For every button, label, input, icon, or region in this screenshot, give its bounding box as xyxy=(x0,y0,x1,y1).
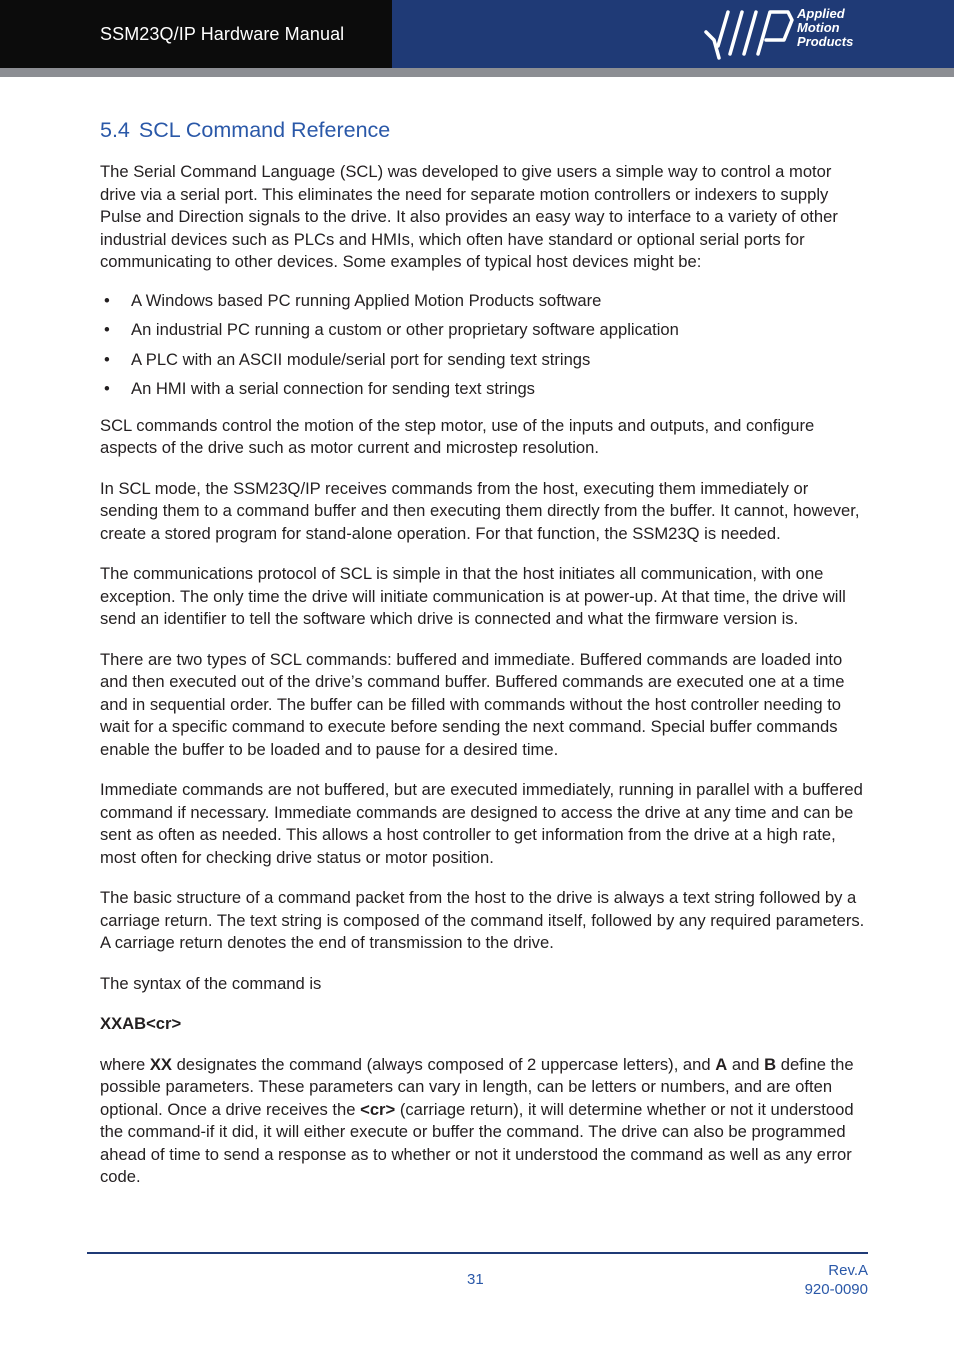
where-text-5: (carriage return), it will determine whether or not it understood the command-if it did, it will either execute or buffer the command. The drive can also be programmed ahead of time to send a response as to whether or not it understood the command as well as any error code. xyxy=(100,1099,854,1186)
logo-line-1: Applied xyxy=(797,6,845,21)
syntax-explanation-paragraph xyxy=(100,1054,868,1189)
where-bold-cr: <cr> xyxy=(360,1099,396,1119)
immediate-commands-paragraph: Immediate commands are not buffered, but are executed immediately, running in parallel with a buffered command if necessary. Immediate commands are designed to access the drive at any time and can be sent as often as needed. This allows a host controller to get information from the drive at a high rate, most often for checking drive status or motor position. xyxy=(100,780,863,867)
document-title: SSM23Q/IP Hardware Manual xyxy=(100,24,345,44)
list-item-text: A PLC with an ASCII module/serial port for sending text strings xyxy=(131,349,591,369)
page-content xyxy=(100,116,868,1207)
where-text-1: where xyxy=(100,1054,150,1074)
bullet-icon: • xyxy=(104,379,110,398)
list-item-text: An HMI with a serial connection for sending text strings xyxy=(131,379,535,398)
logo-line-2: Motion xyxy=(797,20,840,35)
footer-divider xyxy=(87,1252,868,1254)
where-text-3: and xyxy=(727,1054,765,1074)
logo-mark-icon xyxy=(704,6,796,62)
list-item-text: A Windows based PC running Applied Motion Products software xyxy=(131,290,602,310)
host-devices-list xyxy=(100,290,868,401)
intro-paragraph: The Serial Command Language (SCL) was developed to give users a simple way to control a motor drive via a serial port. This eliminates the need for separate motion controllers or indexers to supply Pulse and Direction signals to the drive. It also provides an easy way to interface to a variety of other industrial devices such as PLCs and HMIs, which often have standard or optional serial ports for communicating to other devices. Some examples of typical host devices might be: xyxy=(100,162,838,271)
list-item xyxy=(100,378,868,401)
revision-label: Rev.A xyxy=(828,1262,868,1279)
where-text-2: designates the command (always composed of 2 uppercase letters), and xyxy=(171,1054,716,1074)
revision-info xyxy=(805,1261,868,1299)
syntax-intro-paragraph: The syntax of the command is xyxy=(100,973,322,993)
bullet-icon: • xyxy=(104,320,110,339)
where-bold-b: B xyxy=(764,1054,777,1074)
list-item xyxy=(100,290,868,313)
bullet-icon: • xyxy=(104,349,110,369)
section-number: 5.4 xyxy=(100,118,130,142)
packet-structure-paragraph: The basic structure of a command packet from the host to the drive is always a text string followed by a carriage return. The text string is composed of the command itself, followed by any required parameters. A carriage return denotes the end of transmission to the drive. xyxy=(100,888,865,952)
where-text-4: define the possible parameters. These parameters can vary in length, can be letters or numbers, and are often optional. Once a drive receives the xyxy=(100,1054,854,1119)
command-types-paragraph: There are two types of SCL commands: buffered and immediate. Buffered commands are loaded into and then executed out of the drive’s command buffer. Buffered commands are executed one at a time and in sequential order. The buffer can be filled with commands without the host controller needing to wait for a specific command to execute before sending the next command. Special buffer commands enable the buffer to be loaded and to pause for a desired time. xyxy=(100,649,845,759)
document-number: 920-0090 xyxy=(804,1281,868,1298)
where-bold-a: A xyxy=(715,1054,728,1074)
list-item xyxy=(100,349,868,372)
scl-overview-paragraph: SCL commands control the motion of the step motor, use of the inputs and outputs, and configure aspects of the drive such as motor current and microstep resolution. xyxy=(100,415,815,457)
section-heading xyxy=(100,116,868,144)
company-logo xyxy=(704,6,874,62)
list-item-text: An industrial PC running a custom or other proprietary software application xyxy=(131,320,679,339)
protocol-paragraph: The communications protocol of SCL is simple in that the host initiates all communication, with one exception. The only time the drive will initiate communication is at power-up. At that time, the drive will send an identifier to tell the software which drive is connected and what the firmware version is. xyxy=(100,564,846,628)
scl-mode-paragraph: In SCL mode, the SSM23Q/IP receives commands from the host, executing them immediately or sending them to a command buffer and then executing them directly from the buffer. It cannot, however, create a stored program for stand-alone operation. For that function, the SSM23Q is needed. xyxy=(100,478,860,543)
section-title: SCL Command Reference xyxy=(138,118,391,142)
logo-wordmark xyxy=(797,7,853,49)
page-number: 31 xyxy=(467,1271,484,1288)
logo-line-3: Products xyxy=(797,34,854,49)
command-syntax: XXAB<cr> xyxy=(100,1014,182,1033)
header-divider-bar xyxy=(0,68,954,77)
list-item xyxy=(100,319,868,342)
bullet-icon: • xyxy=(104,290,110,310)
header-title-block xyxy=(0,0,392,68)
where-bold-xx: XX xyxy=(149,1054,172,1074)
